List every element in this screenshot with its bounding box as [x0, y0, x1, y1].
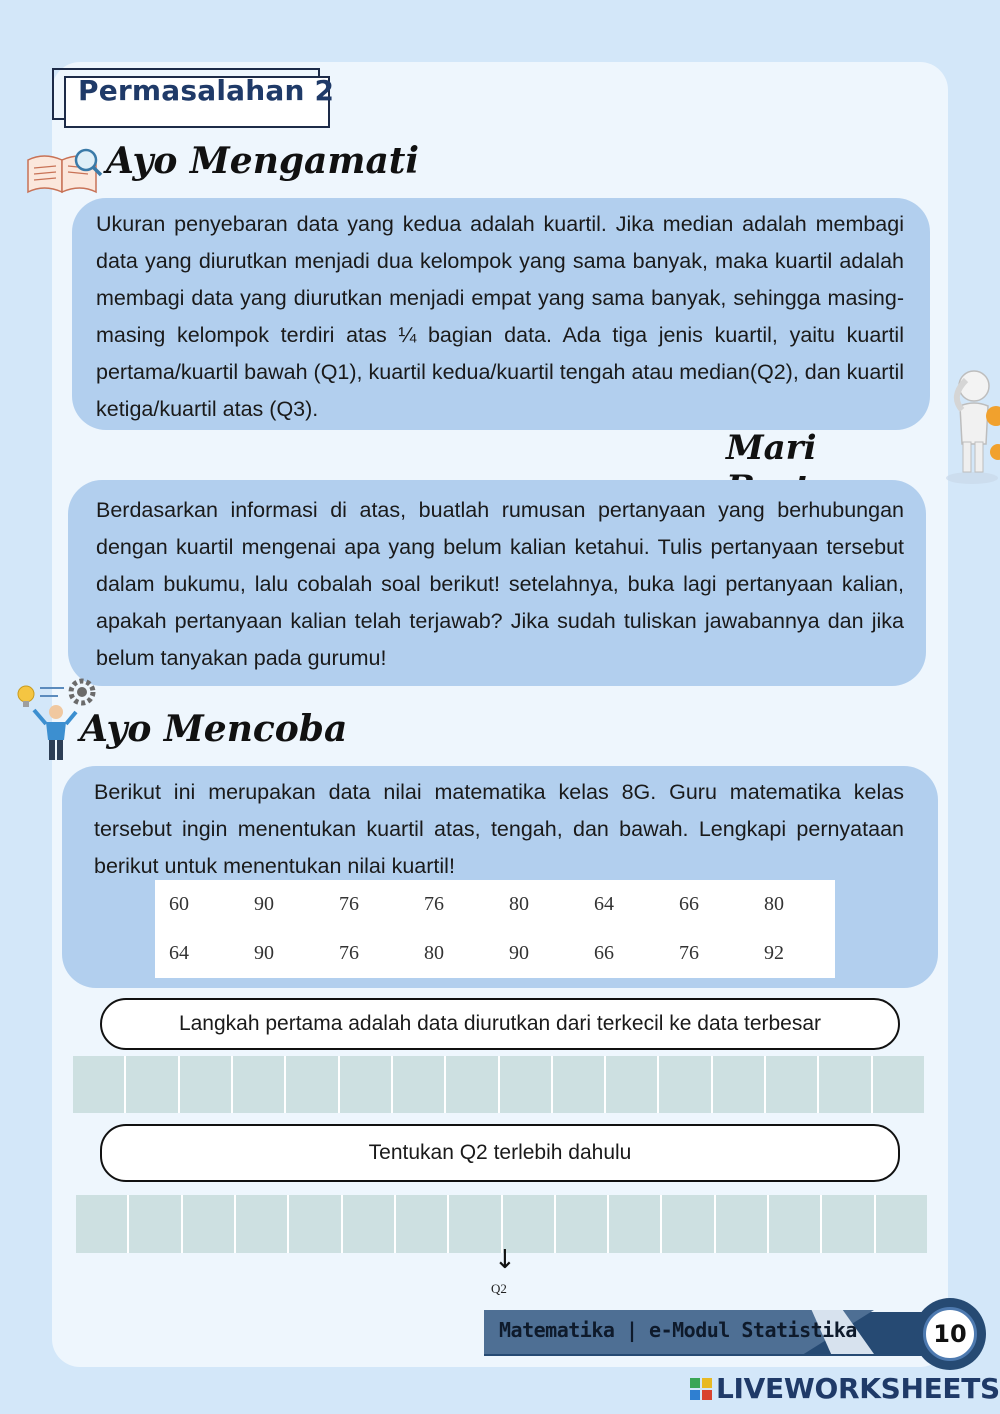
answer-box[interactable]	[183, 1195, 234, 1253]
answer-box[interactable]	[873, 1056, 924, 1113]
page-title: Permasalahan 2	[78, 74, 335, 107]
table-cell: 64	[594, 893, 614, 915]
page-number: 10	[923, 1307, 977, 1361]
table-cell: 60	[169, 893, 189, 915]
answer-box[interactable]	[609, 1195, 660, 1253]
table-cell: 66	[679, 893, 699, 915]
answer-box[interactable]	[553, 1056, 604, 1113]
watermark-text: LIVEWORKSHEETS	[716, 1372, 1000, 1405]
liveworksheets-logo-icon	[690, 1378, 712, 1400]
answer-box[interactable]	[716, 1195, 767, 1253]
answer-box[interactable]	[396, 1195, 447, 1253]
table-cell: 66	[594, 942, 614, 964]
table-cell: 80	[424, 942, 444, 964]
answer-box[interactable]	[289, 1195, 340, 1253]
table-cell: 64	[169, 942, 189, 964]
answer-box[interactable]	[769, 1195, 820, 1253]
table-row	[155, 929, 835, 978]
answer-box[interactable]	[343, 1195, 394, 1253]
table-row	[155, 880, 835, 929]
answer-box[interactable]	[76, 1195, 127, 1253]
table-cell: 76	[339, 893, 359, 915]
table-cell: 80	[509, 893, 529, 915]
table-cell: 90	[254, 942, 274, 964]
section-title-ask: Mari	[726, 428, 817, 468]
observe-text: Ukuran penyebaran data yang kedua adalah kuartil. Jika median adalah membagi data yang diurutkan menjadi dua kelompok yang sama banyak, maka kuartil adalah membagi data yang diurutkan menjadi empat yang sama banyak, sehingga masing-masing kelompok terdiri atas ¼ bagian data. Ada tiga jenis kuartil, yaitu kuartil pertama/kuartil bawah (Q1), kuartil kedua/kuartil tengah atau median(Q2), dan kuartil ketiga/kuartil atas (Q3).	[96, 212, 904, 421]
answer-box[interactable]	[126, 1056, 177, 1113]
table-cell: 76	[679, 942, 699, 964]
answer-box[interactable]	[659, 1056, 710, 1113]
section-title-observe: Ayo Mengamati	[106, 140, 420, 182]
table-cell: 90	[254, 893, 274, 915]
answer-box[interactable]	[180, 1056, 231, 1113]
answer-box[interactable]	[286, 1056, 337, 1113]
answer-box[interactable]	[236, 1195, 287, 1253]
table-cell: 80	[764, 893, 784, 915]
table-cell: 76	[424, 893, 444, 915]
q2-label: Q2	[491, 1281, 507, 1296]
section-title-try: Ayo Mencoba	[80, 708, 348, 750]
answer-box[interactable]	[606, 1056, 657, 1113]
sorted-data-answer-row	[73, 1056, 924, 1113]
answer-box[interactable]	[340, 1056, 391, 1113]
answer-box[interactable]	[449, 1195, 500, 1253]
book-magnifier-icon	[24, 146, 104, 198]
answer-box[interactable]	[556, 1195, 607, 1253]
answer-box[interactable]	[129, 1195, 180, 1253]
answer-box[interactable]	[766, 1056, 817, 1113]
ask-text: Berdasarkan informasi di atas, buatlah rumusan pertanyaan yang berhubungan dengan kuartil mengenai apa yang belum kalian ketahui. Tulis pertanyaan tersebut dalam bukumu, lalu cobalah soal berikut! setelahnya, buka lagi pertanyaan kalian, apakah pertanyaan kalian telah terjawab? Jika sudah tuliskan jawabannya dan jika belum tanyakan pada gurumu!	[96, 498, 904, 670]
table-cell: 90	[509, 942, 529, 964]
answer-box[interactable]	[73, 1056, 124, 1113]
answer-box[interactable]	[822, 1195, 873, 1253]
liveworksheets-watermark	[690, 1372, 1000, 1405]
observe-bubble	[72, 198, 930, 430]
answer-box[interactable]	[446, 1056, 497, 1113]
step1-instruction: Langkah pertama adalah data diurutkan dari terkecil ke data terbesar	[100, 998, 900, 1050]
answer-box[interactable]	[393, 1056, 444, 1113]
step2-instruction: Tentukan Q2 terlebih dahulu	[100, 1124, 900, 1182]
answer-box[interactable]	[876, 1195, 927, 1253]
answer-box[interactable]	[713, 1056, 764, 1113]
answer-box[interactable]	[500, 1056, 551, 1113]
ask-bubble	[68, 480, 926, 686]
down-arrow-icon: ↓	[494, 1245, 516, 1275]
answer-box[interactable]	[662, 1195, 713, 1253]
try-text: Berikut ini merupakan data nilai matematika kelas 8G. Guru matematika kelas tersebut ingin menentukan kuartil atas, tengah, dan bawah. Lengkapi pernyataan berikut untuk menentukan nilai kuartil!	[94, 780, 904, 878]
table-cell: 92	[764, 942, 784, 964]
data-table	[155, 880, 835, 978]
table-cell: 76	[339, 942, 359, 964]
answer-box[interactable]	[819, 1056, 870, 1113]
answer-box[interactable]	[233, 1056, 284, 1113]
footer-label: Matematika | e-Modul Statistika	[499, 1318, 857, 1342]
